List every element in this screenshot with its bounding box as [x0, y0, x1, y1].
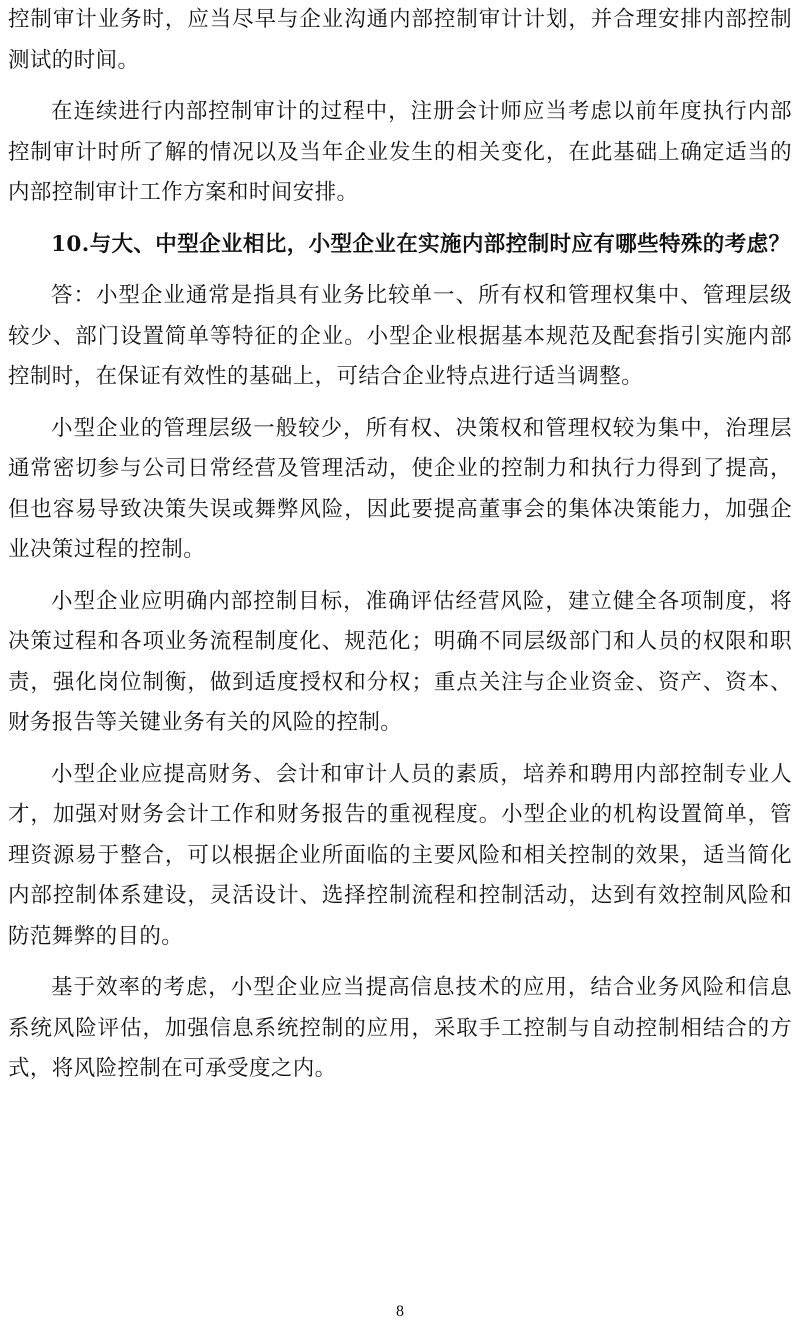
paragraph-continuous-audit: 在连续进行内部控制审计的过程中，注册会计师应当考虑以前年度执行内部控制审计时所了解的情况以及当年企业发生的相关变化，在此基础上确定适当的内部控制审计工作方案和时间安排。: [8, 99, 792, 205]
page-number: 8: [396, 1303, 404, 1320]
paragraph-control-objectives: 小型企业应明确内部控制目标，准确评估经营风险，建立健全各项制度，将决策过程和各项业务流程制度化、规范化；明确不同层级部门和人员的权限和职责，强化岗位制衡，做到适度授权和分权；重点关注与企业资金、资产、资本、财务报告等关键业务有关的风险的控制。: [8, 588, 792, 735]
question-heading: 10.与大、中型企业相比，小型企业在实施内部控制时应有哪些特殊的考虑？: [51, 231, 791, 257]
paragraph-information-technology: 基于效率的考虑，小型企业应当提高信息技术的应用，结合业务风险和信息系统风险评估，加强信息系统控制的应用，采取手工控制与自动控制相结合的方式，将风险控制在可承受度之内。: [8, 975, 792, 1081]
paragraph-staff-quality: 小型企业应提高财务、会计和审计人员的素质，培养和聘用内部控制专业人才，加强对财务会计工作和财务报告的重视程度。小型企业的机构设置简单，管理资源易于整合，可以根据企业所面临的主要风险和相关控制的效果，适当简化内部控制体系建设，灵活设计、选择控制流程和控制活动，达到有效控制风险和防范舞弊的目的。: [8, 761, 792, 949]
paragraph-management-levels: 小型企业的管理层级一般较少，所有权、决策权和管理权较为集中，治理层通常密切参与公司日常经营及管理活动，使企业的控制力和执行力得到了提高，但也容易导致决策失误或舞弊风险，因此要提高董事会的集体决策能力，加强企业决策过程的控制。: [8, 415, 792, 562]
paragraph-answer-definition: 答：小型企业通常是指具有业务比较单一、所有权和管理权集中、管理层级较少、部门设置简单等特征的企业。小型企业根据基本规范及配套指引实施内部控制时，在保证有效性的基础上，可结合企业特点进行适当调整。: [8, 283, 792, 389]
document-body: [8, 0, 792, 1101]
paragraph-audit-timing: 控制审计业务时，应当尽早与企业沟通内部控制审计计划，并合理安排内部控制测试的时间。: [8, 7, 792, 73]
